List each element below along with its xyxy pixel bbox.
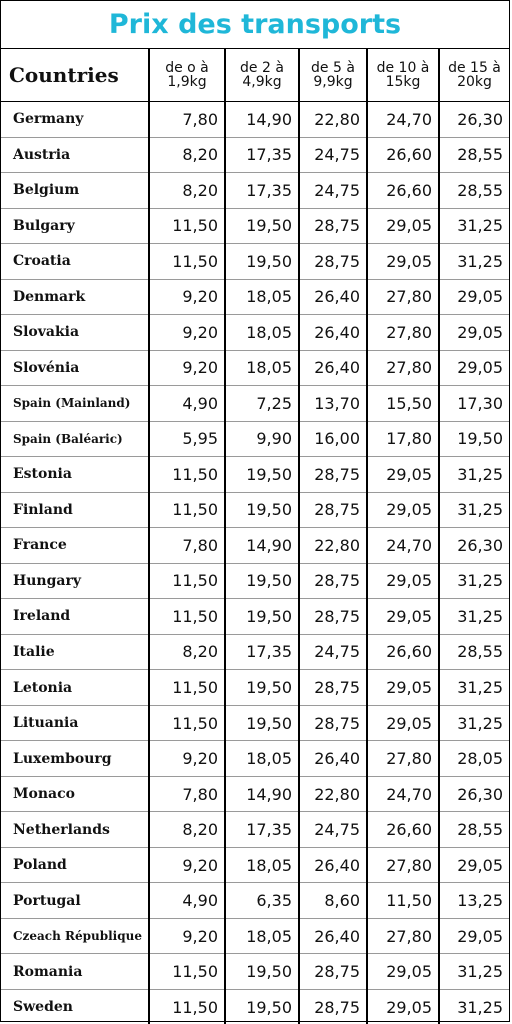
- price-cell: 19,50: [225, 954, 299, 990]
- price-cell: 29,05: [439, 918, 509, 954]
- price-cell: 9,90: [225, 421, 299, 457]
- table-row: [1, 315, 509, 351]
- weight-range-to: 4,9kg: [242, 74, 282, 90]
- price-cell: 9,20: [149, 350, 225, 386]
- price-cell: 29,05: [367, 989, 439, 1024]
- price-cell: 19,50: [225, 457, 299, 493]
- country-name: Slovakia: [1, 315, 149, 351]
- price-cell: 9,20: [149, 279, 225, 315]
- price-cell: 26,60: [367, 137, 439, 173]
- price-cell: 7,80: [149, 102, 225, 138]
- price-cell: 27,80: [367, 918, 439, 954]
- price-cell: 18,05: [225, 279, 299, 315]
- country-name: Romania: [1, 954, 149, 990]
- price-cell: 28,75: [299, 563, 367, 599]
- table-row: [1, 563, 509, 599]
- price-cell: 26,40: [299, 350, 367, 386]
- price-cell: 17,35: [225, 173, 299, 209]
- price-cell: 11,50: [149, 989, 225, 1024]
- price-cell: 29,05: [367, 599, 439, 635]
- price-cell: 11,50: [149, 492, 225, 528]
- price-cell: 19,50: [225, 208, 299, 244]
- country-name: Spain (Mainland): [1, 386, 149, 422]
- price-cell: 27,80: [367, 847, 439, 883]
- price-cell: 28,75: [299, 492, 367, 528]
- price-cell: 13,25: [439, 883, 509, 919]
- price-cell: 19,50: [225, 670, 299, 706]
- country-name: Lituania: [1, 705, 149, 741]
- table-body: [1, 102, 509, 1024]
- country-name: Monaco: [1, 776, 149, 812]
- price-cell: 28,55: [439, 812, 509, 848]
- price-cell: 31,25: [439, 208, 509, 244]
- country-name: Germany: [1, 102, 149, 138]
- price-cell: 26,30: [439, 528, 509, 564]
- price-cell: 7,80: [149, 528, 225, 564]
- table-row: [1, 386, 509, 422]
- price-cell: 17,30: [439, 386, 509, 422]
- price-cell: 11,50: [367, 883, 439, 919]
- weight-column-header: [439, 49, 509, 102]
- weight-range-to: 1,9kg: [167, 74, 207, 90]
- price-cell: 31,25: [439, 563, 509, 599]
- weight-column-header: [149, 49, 225, 102]
- price-cell: 8,20: [149, 137, 225, 173]
- price-cell: 8,60: [299, 883, 367, 919]
- price-cell: 18,05: [225, 847, 299, 883]
- table-row: [1, 705, 509, 741]
- table-row: [1, 741, 509, 777]
- country-name: Portugal: [1, 883, 149, 919]
- country-name: Spain (Baléaric): [1, 421, 149, 457]
- price-cell: 29,05: [439, 350, 509, 386]
- header-row: [1, 49, 509, 102]
- weight-column-header: [225, 49, 299, 102]
- price-cell: 19,50: [225, 244, 299, 280]
- price-cell: 28,05: [439, 741, 509, 777]
- weight-range-from: de 2 à: [240, 60, 284, 76]
- table-row: [1, 279, 509, 315]
- price-cell: 26,40: [299, 741, 367, 777]
- price-cell: 28,55: [439, 173, 509, 209]
- price-cell: 29,05: [367, 208, 439, 244]
- price-cell: 13,70: [299, 386, 367, 422]
- price-cell: 17,35: [225, 634, 299, 670]
- price-cell: 14,90: [225, 776, 299, 812]
- price-cell: 29,05: [367, 457, 439, 493]
- weight-range-from: de 15 à: [448, 60, 501, 76]
- price-cell: 29,05: [367, 670, 439, 706]
- price-cell: 26,40: [299, 847, 367, 883]
- price-cell: 28,75: [299, 954, 367, 990]
- table-row: [1, 989, 509, 1024]
- price-cell: 26,60: [367, 812, 439, 848]
- price-cell: 28,75: [299, 244, 367, 280]
- country-name: France: [1, 528, 149, 564]
- price-cell: 26,40: [299, 315, 367, 351]
- table-row: [1, 457, 509, 493]
- price-cell: 31,25: [439, 705, 509, 741]
- price-cell: 28,55: [439, 634, 509, 670]
- country-name: Finland: [1, 492, 149, 528]
- price-cell: 26,40: [299, 918, 367, 954]
- table-row: [1, 137, 509, 173]
- price-cell: 18,05: [225, 350, 299, 386]
- price-cell: 24,75: [299, 634, 367, 670]
- price-cell: 19,50: [225, 492, 299, 528]
- price-cell: 22,80: [299, 102, 367, 138]
- price-cell: 16,00: [299, 421, 367, 457]
- price-cell: 9,20: [149, 741, 225, 777]
- price-cell: 26,30: [439, 776, 509, 812]
- price-cell: 28,75: [299, 457, 367, 493]
- table-row: [1, 492, 509, 528]
- country-name: Sweden: [1, 989, 149, 1024]
- price-cell: 24,70: [367, 528, 439, 564]
- table-row: [1, 847, 509, 883]
- price-cell: 19,50: [225, 563, 299, 599]
- table-row: [1, 208, 509, 244]
- price-cell: 29,05: [367, 954, 439, 990]
- price-cell: 26,30: [439, 102, 509, 138]
- price-cell: 11,50: [149, 599, 225, 635]
- price-cell: 31,25: [439, 599, 509, 635]
- price-cell: 24,75: [299, 137, 367, 173]
- weight-range-from: de 5 à: [311, 60, 355, 76]
- country-name: Letonia: [1, 670, 149, 706]
- price-cell: 19,50: [225, 989, 299, 1024]
- price-cell: 24,75: [299, 812, 367, 848]
- table-row: [1, 918, 509, 954]
- price-cell: 29,05: [367, 563, 439, 599]
- table-row: [1, 244, 509, 280]
- price-cell: 14,90: [225, 528, 299, 564]
- price-cell: 4,90: [149, 386, 225, 422]
- country-name: Hungary: [1, 563, 149, 599]
- weight-range-to: 9,9kg: [313, 74, 353, 90]
- price-cell: 17,80: [367, 421, 439, 457]
- price-cell: 11,50: [149, 670, 225, 706]
- price-cell: 11,50: [149, 457, 225, 493]
- price-cell: 31,25: [457, 997, 503, 1017]
- price-cell: 24,70: [367, 102, 439, 138]
- price-cell: 8,20: [149, 812, 225, 848]
- price-cell: 28,75: [299, 599, 367, 635]
- weight-column-header: [367, 49, 439, 102]
- table-row: [1, 634, 509, 670]
- price-cell: 19,50: [225, 705, 299, 741]
- price-cell: 29,05: [439, 847, 509, 883]
- price-cell: 28,75: [299, 989, 367, 1024]
- weight-range-from: de 10 à: [376, 60, 430, 76]
- table-row: [1, 102, 509, 138]
- price-cell: 27,80: [367, 315, 439, 351]
- country-name: Netherlands: [1, 812, 149, 848]
- country-name: Belgium: [1, 173, 149, 209]
- country-name: Slovénia: [1, 350, 149, 386]
- table-row: [1, 599, 509, 635]
- price-cell: 11,50: [149, 954, 225, 990]
- price-cell: 19,50: [225, 599, 299, 635]
- price-cell: 11,50: [149, 563, 225, 599]
- table-row: [1, 528, 509, 564]
- price-cell: 27,80: [367, 741, 439, 777]
- price-cell: 9,20: [149, 847, 225, 883]
- table-row: [1, 776, 509, 812]
- country-name: Luxembourg: [1, 741, 149, 777]
- price-cell: 26,60: [367, 173, 439, 209]
- price-cell: 29,05: [439, 279, 509, 315]
- country-name: Denmark: [1, 279, 149, 315]
- countries-column-header: Countries: [1, 49, 149, 102]
- price-cell: 9,20: [149, 918, 225, 954]
- price-cell: 29,05: [367, 492, 439, 528]
- price-cell: 11,50: [149, 208, 225, 244]
- price-cell: 14,90: [225, 102, 299, 138]
- price-cell: 7,80: [149, 776, 225, 812]
- price-cell: 8,20: [149, 173, 225, 209]
- table-row: [1, 670, 509, 706]
- price-cell: 26,40: [299, 279, 367, 315]
- price-cell: 18,05: [225, 918, 299, 954]
- price-cell: 31,25: [439, 954, 509, 990]
- price-cell: 29,05: [367, 244, 439, 280]
- country-name: Austria: [1, 137, 149, 173]
- price-cell: 19,50: [439, 421, 509, 457]
- table-row: [1, 812, 509, 848]
- price-cell: 28,75: [299, 705, 367, 741]
- price-cell: 24,70: [367, 776, 439, 812]
- price-cell: 4,90: [149, 883, 225, 919]
- price-cell: 31,25: [439, 670, 509, 706]
- price-cell: 5,95: [149, 421, 225, 457]
- weight-range-to: 20kg: [457, 74, 492, 90]
- price-cell: 29,05: [439, 315, 509, 351]
- price-cell: 28,75: [299, 670, 367, 706]
- price-cell: 11,50: [149, 244, 225, 280]
- price-cell: 15,50: [367, 386, 439, 422]
- table-row: [1, 954, 509, 990]
- price-cell: 17,35: [225, 137, 299, 173]
- table-row: [1, 173, 509, 209]
- price-cell: 9,20: [149, 315, 225, 351]
- price-cell: 6,35: [225, 883, 299, 919]
- price-cell: 28,75: [299, 208, 367, 244]
- price-cell: 31,25: [439, 244, 509, 280]
- country-name: Italie: [1, 634, 149, 670]
- weight-column-header: [299, 49, 367, 102]
- price-cell: 31,25: [439, 457, 509, 493]
- weight-range-to: 15kg: [385, 74, 421, 90]
- price-cell: 27,80: [367, 350, 439, 386]
- price-cell: 31,25: [439, 492, 509, 528]
- table-row: [1, 883, 509, 919]
- price-cell: 27,80: [367, 279, 439, 315]
- page-title: Prix des transports: [1, 1, 509, 49]
- price-cell: 22,80: [299, 776, 367, 812]
- price-cell: 17,35: [225, 812, 299, 848]
- price-cell: 7,25: [225, 386, 299, 422]
- country-name: Ireland: [1, 599, 149, 635]
- country-name: Croatia: [1, 244, 149, 280]
- price-cell: 28,55: [439, 137, 509, 173]
- price-table: [1, 49, 509, 1024]
- country-name: Poland: [1, 847, 149, 883]
- weight-range-from: de o à: [165, 60, 209, 76]
- price-cell: 18,05: [225, 741, 299, 777]
- price-cell: 18,05: [225, 315, 299, 351]
- price-cell: 8,20: [149, 634, 225, 670]
- country-name: Czeach République: [1, 918, 149, 954]
- price-cell: 29,05: [367, 705, 439, 741]
- price-cell: 24,75: [299, 173, 367, 209]
- country-name: Estonia: [1, 457, 149, 493]
- price-cell: 26,60: [367, 634, 439, 670]
- table-row: [1, 350, 509, 386]
- price-cell: 22,80: [299, 528, 367, 564]
- price-cell: 11,50: [149, 705, 225, 741]
- table-row: [1, 421, 509, 457]
- country-name: Bulgary: [1, 208, 149, 244]
